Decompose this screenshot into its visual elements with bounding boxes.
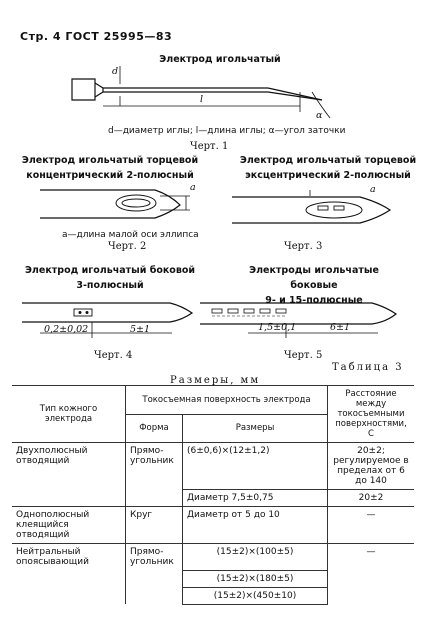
cell-size: (15±2)×(180±5) xyxy=(183,570,328,587)
table-title: Размеры, мм xyxy=(170,375,261,386)
fig5-title-line2: 9- и 15-полюсные xyxy=(265,295,363,306)
fig5-title-line1: Электроды игольчатые боковые xyxy=(249,265,379,291)
fig2-title-line1: Электрод игольчатый торцевой xyxy=(21,155,199,166)
cell-size: (15±2)×(100±5) xyxy=(183,544,328,571)
fig3-caption: Черт. 3 xyxy=(284,241,323,252)
cell-form: Круг xyxy=(126,507,183,544)
cell-distance: 20±2; регулируемое в пределах от 6 до 140 xyxy=(328,443,415,490)
cell-form xyxy=(126,587,183,604)
table-row xyxy=(12,490,414,507)
cell-size: Диаметр 7,5±0,75 xyxy=(183,490,328,507)
cell-distance: — xyxy=(328,507,415,544)
header-sizes: Размеры xyxy=(183,414,328,443)
cell-form: Прямо-угольник xyxy=(126,544,183,571)
cell-distance: 20±2 xyxy=(328,490,415,507)
fig5-dim1: 1,5±0,1 xyxy=(258,322,297,333)
table-label: Таблица 3 xyxy=(332,362,404,373)
fig1-d-label: d xyxy=(112,66,119,77)
table-row xyxy=(12,544,414,571)
fig2-title-line2: концентрический 2-полюсный xyxy=(26,170,194,181)
fig4-caption: Черт. 4 xyxy=(94,350,133,361)
cell-type xyxy=(12,570,126,587)
table-row xyxy=(12,443,414,490)
fig5-dim2: 6±1 xyxy=(330,322,351,333)
fig3-title-line2: эксцентрический 2-полюсный xyxy=(245,170,411,181)
fig4-dim2: 5±1 xyxy=(130,324,151,335)
fig2-a-label: a xyxy=(190,182,196,193)
cell-size: (15±2)×(450±10) xyxy=(183,587,328,604)
cell-type: Двухполюсный отводящий xyxy=(12,443,126,490)
cell-type xyxy=(12,490,126,507)
page-header: Стр. 4 ГОСТ 25995—83 xyxy=(20,30,173,43)
cell-type: Нейтральный опоясывающий xyxy=(12,544,126,571)
fig1-alpha-label: α xyxy=(316,110,323,121)
fig4-title-line2: 3-полюсный xyxy=(76,280,144,291)
fig4-title-line1: Электрод игольчатый боковой xyxy=(24,265,196,276)
table-row xyxy=(12,587,414,604)
cell-size: Диаметр от 5 до 10 xyxy=(183,507,328,544)
fig2-legend: a—длина малой оси эллипса xyxy=(62,230,199,240)
fig1-title: Электрод игольчатый xyxy=(159,54,281,65)
header-form: Форма xyxy=(126,414,183,443)
table-row xyxy=(12,507,414,544)
fig1-l-label: l xyxy=(200,94,204,105)
table-row xyxy=(12,570,414,587)
fig1-caption: Черт. 1 xyxy=(190,141,229,152)
cell-type: Однополюсный клеящийся отводящий xyxy=(12,507,126,544)
cell-form xyxy=(126,570,183,587)
fig2-caption: Черт. 2 xyxy=(108,241,147,252)
fig1-legend: d—диаметр иглы; l—длина иглы; α—угол заточки xyxy=(108,126,346,136)
fig3-a-label: a xyxy=(370,184,376,195)
cell-form xyxy=(126,490,183,507)
cell-type xyxy=(12,587,126,604)
fig4-dim1: 0,2±0,02 xyxy=(44,324,89,335)
dimensions-table xyxy=(12,385,414,605)
header-type: Тип кожного электрода xyxy=(12,386,126,443)
header-distance: Расстояние между токосъемными поверхностями, C xyxy=(328,386,415,443)
fig5-caption: Черт. 5 xyxy=(284,350,323,361)
header-surface: Токосъемная поверхность электрода xyxy=(126,386,328,415)
cell-distance xyxy=(328,587,415,604)
fig3-title-line1: Электрод игольчатый торцевой xyxy=(239,155,417,166)
cell-distance xyxy=(328,570,415,587)
cell-form: Прямо-угольник xyxy=(126,443,183,490)
cell-size: (6±0,6)×(12±1,2) xyxy=(183,443,328,490)
cell-distance: — xyxy=(328,544,415,571)
